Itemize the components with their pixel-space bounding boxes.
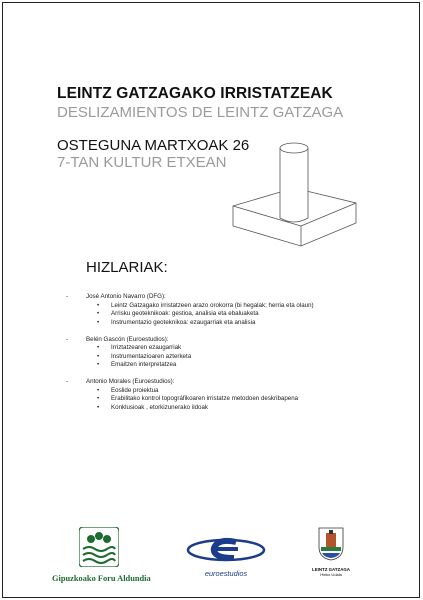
bullet-icon: • <box>97 395 100 402</box>
bullet-icon: • <box>97 352 100 360</box>
leintz-shield-icon <box>318 527 344 561</box>
dash-marker: - <box>66 378 69 385</box>
speaker-name: Antonio Morales (Euroestudios): <box>86 378 175 385</box>
topic-item: Eoslide proiektua <box>111 386 159 394</box>
leintz-caption: LEINTZ GATZAGA <box>312 567 350 572</box>
gipuzkoa-emblem-icon <box>79 527 119 567</box>
bullet-icon: • <box>97 318 100 326</box>
dash-marker: - <box>66 335 69 343</box>
speakers-heading: HIZLARIAK: <box>86 259 168 276</box>
poster-title: LEINTZ GATZAGAKO IRRISTATZEAK <box>57 85 333 102</box>
topic-item: Arrisku geoteknikoak: gestioa, analisia eta ebaluaketa <box>111 310 259 317</box>
topic-item: Erabilitako kontrol topográfikoaren irristatze metodoen deskribapena <box>111 395 299 402</box>
bullet-icon: • <box>97 386 100 394</box>
poster-subtitle: DESLIZAMIENTOS DE LEINTZ GATZAGA <box>57 104 344 121</box>
bullet-icon: • <box>97 310 100 317</box>
topic-item: Konklusioak , etorkizunerako ildoak <box>111 403 208 411</box>
bullet-icon: • <box>97 361 100 368</box>
bullet-icon: • <box>97 403 100 411</box>
gipuzkoa-caption: Gipuzkoako Foru Aldundia <box>52 574 151 583</box>
leintz-gatzaga-logo <box>306 527 356 577</box>
event-date: OSTEGUNA MARTXOAK 26 <box>57 137 250 154</box>
bullet-icon: • <box>97 344 100 351</box>
topic-item: Instrumentazio geoteknikoa: ezaugarriak eta analisia <box>111 318 256 326</box>
bullet-icon: • <box>97 301 100 309</box>
speaker-block <box>66 293 314 327</box>
leintz-subcaption: Hiriko Udala <box>320 572 342 577</box>
speakers-list <box>66 293 314 421</box>
event-place: 7-TAN KULTUR ETXEAN <box>57 154 227 171</box>
topic-item: Irriztatzearen ezaugarriak <box>111 344 182 351</box>
euroestudios-logo <box>186 536 266 578</box>
topic-item: Emaitzen interpretatzea <box>111 361 177 368</box>
speaker-block <box>66 378 314 412</box>
dash-marker: - <box>66 293 69 300</box>
topic-item: Leintz Gatzagako irristatzeen arazo orokorra (bi hegalak; herria eta olaun) <box>111 301 314 309</box>
euroestudios-emblem-icon <box>186 536 266 564</box>
speaker-name: José Antonio Navarro (DFG): <box>86 293 166 300</box>
topic-item: Instrumentazioaren azterketa <box>111 352 192 360</box>
speaker-block <box>66 336 314 370</box>
gipuzkoa-logo <box>52 527 150 583</box>
euroestudios-caption: euroestudios <box>204 569 248 578</box>
pillar-illustration <box>228 138 363 283</box>
speaker-name: Belén Gascón (Euroestudios): <box>86 335 169 343</box>
